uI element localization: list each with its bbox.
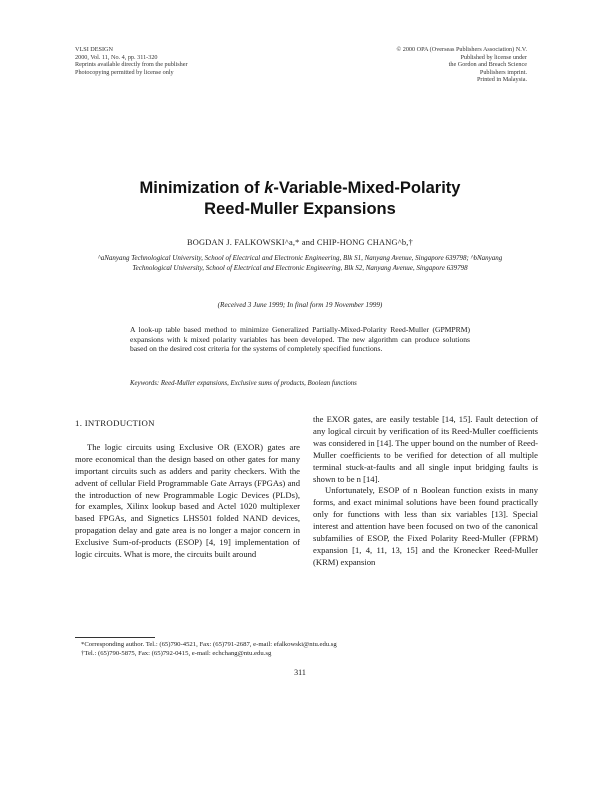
page-number: 311 bbox=[294, 668, 306, 677]
title-line-2: Reed-Muller Expansions bbox=[204, 200, 396, 218]
header-right-line: © 2000 OPA (Overseas Publishers Association) N.V. bbox=[396, 46, 527, 53]
header-right-line: the Gordon and Breach Science bbox=[448, 61, 527, 69]
title-post: -Variable-Mixed-Polarity bbox=[273, 179, 461, 197]
affiliation: ^aNanyang Technological University, School of Electrical and Electronic Engineering, Blk S1, Nanyang Avenue, Singapore 639798; ^bNanyang Technological University, School of Electrical and Electronic Engineering, Blk S2, Nanyang Avenue, Singapore 639798 bbox=[97, 254, 503, 272]
header-left-line: Photocopying permitted by license only bbox=[75, 68, 174, 76]
header-right-line: Publishers imprint. bbox=[479, 68, 527, 76]
body-column-right bbox=[313, 414, 538, 569]
section-heading: 1. INTRODUCTION bbox=[75, 418, 155, 428]
journal-header-left bbox=[75, 46, 235, 76]
body-column-left bbox=[75, 414, 300, 561]
footnotes bbox=[75, 641, 515, 658]
header-left-line: 2000, Vol. 11, No. 4, pp. 311-320 bbox=[75, 53, 158, 61]
journal-header-right bbox=[327, 46, 527, 84]
header-right-line: Printed in Malaysia. bbox=[476, 76, 527, 84]
footnote-coauthor: †Tel.: (65)790-5875, Fax: (65)792-0415, e-mail: echchang@ntu.edu.sg bbox=[81, 649, 272, 657]
abstract: A look-up table based method to minimize Generalized Partially-Mixed-Polarity Reed-Muller (GPMPRM) expansions with k mixed polarity variables has been developed. The new algorithm can produce solutions based on the desired cost criteria for the systems of completely specified functions. bbox=[130, 325, 470, 353]
received-date: (Received 3 June 1999; In final form 19 November 1999) bbox=[217, 301, 383, 309]
paper-title bbox=[60, 178, 540, 220]
body-paragraph: The logic circuits using Exclusive OR (EXOR) gates are more economical than the design based on other gates for many important circuits such as adders and parity checkers. With the advent of cellular Field Programmable Gate Arrays (FPGAs) and the introduction of new Programmable Logic Devices (PLDs), for examples, Xilinx lookup based and Actel 1020 multiplexer based FPGAs, and Signetics LHS501 folded NAND devices, propagation delay and gate area is no longer a major concern in Exclusive Sum-of-products (ESOP) [4, 19] implementation of logic circuits. What is more, the circuits built around bbox=[75, 441, 300, 560]
author-list: BOGDAN J. FALKOWSKI^a,* and CHIP-HONG CHANG^b,† bbox=[186, 238, 413, 247]
keywords: Keywords: Reed-Muller expansions, Exclusive sums of products, Boolean functions bbox=[130, 380, 357, 387]
title-line-1 bbox=[60, 178, 540, 199]
footnote-corresponding: *Corresponding author. Tel.: (65)790-4521, Fax: (65)791-2687, e-mail: efalkowski@ntu.edu.sg bbox=[81, 641, 337, 648]
body-paragraph: Unfortunately, ESOP of n Boolean function exists in many forms, and exact minimal solutions have been found practically only for functions with less than six variables [13]. Special interest and attention have been focused on two of the canonical subfamilies of ESOP, the Fixed Polarity Reed-Muller (FPRM) expansion [1, 4, 11, 13, 15] and the Kronecker Reed-Muller (KRM) expansion bbox=[313, 485, 538, 567]
footnote-rule bbox=[75, 637, 155, 638]
header-left-line: VLSI DESIGN bbox=[75, 46, 113, 53]
title-pre: Minimization of bbox=[139, 179, 265, 197]
body-paragraph: the EXOR gates, are easily testable [14, 15]. Fault detection of any logical circuit by verification of its Reed-Muller coefficients was considered in [14]. The upper bound on the number of Reed-Muller coefficients to be verified for detection of all multiple terminal stuck-at-faults and all single input bridging faults is shown to be n [14]. bbox=[313, 414, 538, 484]
header-right-line: Published by license under bbox=[460, 53, 527, 61]
title-k: k bbox=[264, 179, 274, 197]
header-left-line: Reprints available directly from the publisher bbox=[75, 61, 188, 69]
